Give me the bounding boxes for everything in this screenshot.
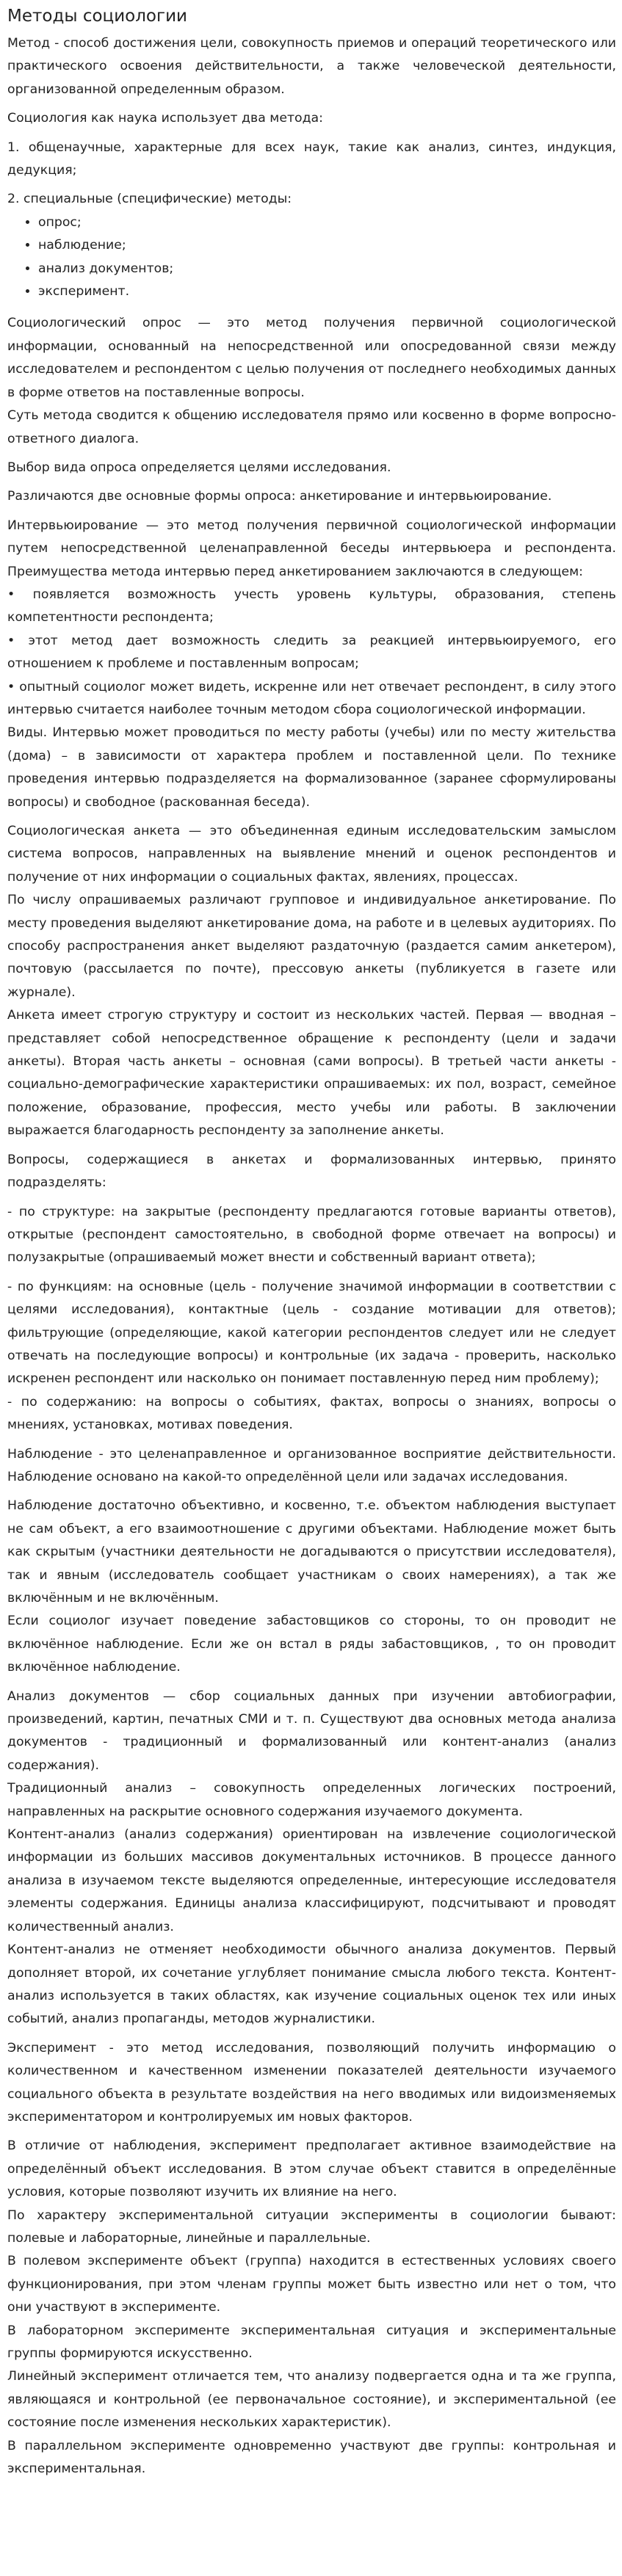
intro-method-definition: Метод - способ достижения цели, совокупность приемов и операций теоретического или практического освоения действительности, а также человеческой деятельности, организованной определенным образом. [7,36,616,97]
questionnaire-definition: Социологическая анкета — это объединенная единым исследовательским замыслом система вопросов, направленных на выявление мнений и оценок респондентов и получение от них информации о социальных фактах, явлениях, процессах. [7,824,616,885]
questions-by-function: - по функциям: на основные (цель - получение значимой информации в соответствии с целями исследования), контактные (цель - создание мотивации для ответов); фильтрующие (определяющие, какой категории респондентов следует или не следует отвечать на последующие вопросы) и контрольные (их задача - проверить, насколько искренен респондент или насколько он понимает поставленную перед ним проблему); [7,1279,616,1387]
observation-types: Наблюдение достаточно объективно, и косвенно, т.е. объектом наблюдения выступает не сам объект, а его взаимоотношение с другими объектами. Наблюдение может быть как скрытым (участники деятельности не догадываются о присутствии исследователя), так и явным (исследователь сообщает участникам о своих намерениях), а так же включённым и не включённым. [7,1498,616,1606]
intro-two-methods: Социология как наука использует два метода: [7,111,323,126]
observation-definition: Наблюдение - это целенаправленное и организованное восприятие действительности. Наблюдение основано на какой-то определённой цели или задачах исследования. [7,1446,616,1484]
list-item: • наблюдение; [38,234,616,257]
documents-traditional: Традиционный анализ – совокупность определенных логических построений, направленных на раскрытие основного содержания изучаемого документа. [7,1781,616,1819]
interview-advantage: • этот метод дает возможность следить за реакцией интервьюируемого, его отношением к проблеме и поставленным вопросам; [7,633,616,672]
experiment-field: В полевом эксперименте объект (группа) находится в естественных условиях своего функционирования, при этом членам группы может быть известно или нет о том, что они участвуют в эксперименте. [7,2254,616,2315]
interview-definition: Интервьюирование — это метод получения первичной социологической информации путем непосредственной целенаправленной беседы интервьюера и респондента. Преимущества метода интервью перед анкетированием заключаются в следующем: [7,518,616,579]
documents-content-analysis-usage: Контент-анализ не отменяет необходимости обычного анализа документов. Первый дополняет второй, их сочетание углубляет понимание смысла любого текста. Контент-анализ используется в таких областях, как изучение социальных оценок тех или иных событий, анализ пропаганды, методов журналистики. [7,1942,616,2027]
intro-special-methods: 2. специальные (специфические) методы: [7,192,292,207]
questions-by-structure: - по структуре: на закрытые (респонденту предлагаются готовые варианты ответов), открытые (респондент самостоятельно, в свободной форме отвечает на вопросы) и полузакрытые (опрашиваемый может внести и собственный вариант ответа); [7,1204,616,1266]
survey-forms: Различаются две основные формы опроса: анкетирование и интервьюирование. [7,489,552,504]
questionnaire-kinds: По числу опрашиваемых различают групповое и индивидуальное анкетирование. По месту проведения выделяют анкетирование дома, на работе и в целевых аудиториях. По способу распространения анкет выделяют раздаточную (раздается самим анкетером), почтовую (рассылается по почте), прессовую анкеты (публикуется в газете или журнале). [7,893,616,1000]
survey-essence: Суть метода сводится к общению исследователя прямо или косвенно в форме вопросно-ответного диалога. [7,408,616,446]
experiment-vs-observation: В отличие от наблюдения, эксперимент предполагает активное взаимодействие на определённый объект исследования. В этом случае объект ставится в определённые условия, которые позволяют изучить их влияние на него. [7,2138,616,2200]
survey-definition: Социологический опрос — это метод получения первичной социологической информации, основанный на непосредственной или опосредованной связи между исследователем и респондентом с целью получения от последнего необходимых данных в форме ответов на поставленные вопросы. [7,316,616,400]
interview-advantage: • опытный социолог может видеть, искренне или нет отвечает респондент, в силу этого интервью считается наиболее точным методом сбора социологической информации. [7,679,616,717]
list-item: • анализ документов; [38,258,616,280]
questions-intro: Вопросы, содержащиеся в анкетах и формализованных интервью, принято подразделять: [7,1152,616,1191]
list-item: • опрос; [38,211,616,234]
list-item: • эксперимент. [38,280,616,303]
page-title: Методы социологии [7,7,187,26]
experiment-linear: Линейный эксперимент отличается тем, что анализу подвергается одна и та же группа, являющаяся и контрольной (ее первоначальное состояние), и экспериментальной (ее состояние после изменения нескольких характеристик). [7,2369,616,2431]
observation-example: Если социолог изучает поведение забастовщиков со стороны, то он проводит не включённое наблюдение. Если же он встал в ряды забастовщиков, , то он проводит включённое наблюдение. [7,1614,616,1675]
experiment-parallel: В параллельном эксперименте одновременно участвуют две группы: контрольная и экспериментальная. [7,2438,616,2477]
experiment-kinds: По характеру экспериментальной ситуации эксперименты в социологии бывают: полевые и лабораторные, линейные и параллельные. [7,2207,616,2246]
documents-content-analysis: Контент-анализ (анализ содержания) ориентирован на извлечение социологической информации из больших массивов документальных источников. В процессе данного анализа в изучаемом тексте выделяются определенные, интересующие исследователя элементы содержания. Единицы анализа классифицируют, подсчитывают и проводят количественный анализ. [7,1827,616,1934]
experiment-lab: В лабораторном эксперименте экспериментальная ситуация и экспериментальные группы формируются искусственно. [7,2323,616,2361]
survey-choice: Выбор вида опроса определяется целями исследования. [7,460,391,475]
interview-types: Виды. Интервью может проводиться по месту работы (учебы) или по месту жительства (дома) – в зависимости от характера проблем и поставленной цели. По технике проведения интервью подразделяется на формализованное (заранее сформулированы вопросы) и свободное (раскованная беседа). [7,725,616,810]
questionnaire-structure: Анкета имеет строгую структуру и состоит из нескольких частей. Первая — вводная – представляет собой непосредственное обращение к респонденту (цели и задачи анкеты). Вторая часть анкеты – основная (сами вопросы). В третьей части анкеты - социально-демографические характеристики опрашиваемых: их пол, возраст, семейное положение, образование, профессия, место учебы или работы. В заключении выражается благодарность респонденту за заполнение анкеты. [7,1008,616,1139]
methods-list [7,211,616,304]
intro-general-methods: 1. общенаучные, характерные для всех наук, такие как анализ, синтез, индукция, дедукция; [7,139,616,178]
interview-advantage: • появляется возможность учесть уровень культуры, образования, степень компетентности респондента; [7,587,616,625]
documents-definition: Анализ документов — сбор социальных данных при изучении автобиографии, произведений, картин, печатных СМИ и т. п. Существуют два основных метода анализа документов - традиционный и формализованный или контент-анализ (анализ содержания). [7,1688,616,1773]
experiment-definition: Эксперимент - это метод исследования, позволяющий получить информацию о количественном и качественном изменении показателей деятельности изучаемого социального объекта в результате воздействия на него вводимых или видоизменяемых экспериментатором и контролируемых им новых факторов. [7,2040,616,2125]
questions-by-content: - по содержанию: на вопросы о событиях, фактах, вопросы о знаниях, вопросы о мнениях, установках, мотивах поведения. [7,1394,616,1433]
